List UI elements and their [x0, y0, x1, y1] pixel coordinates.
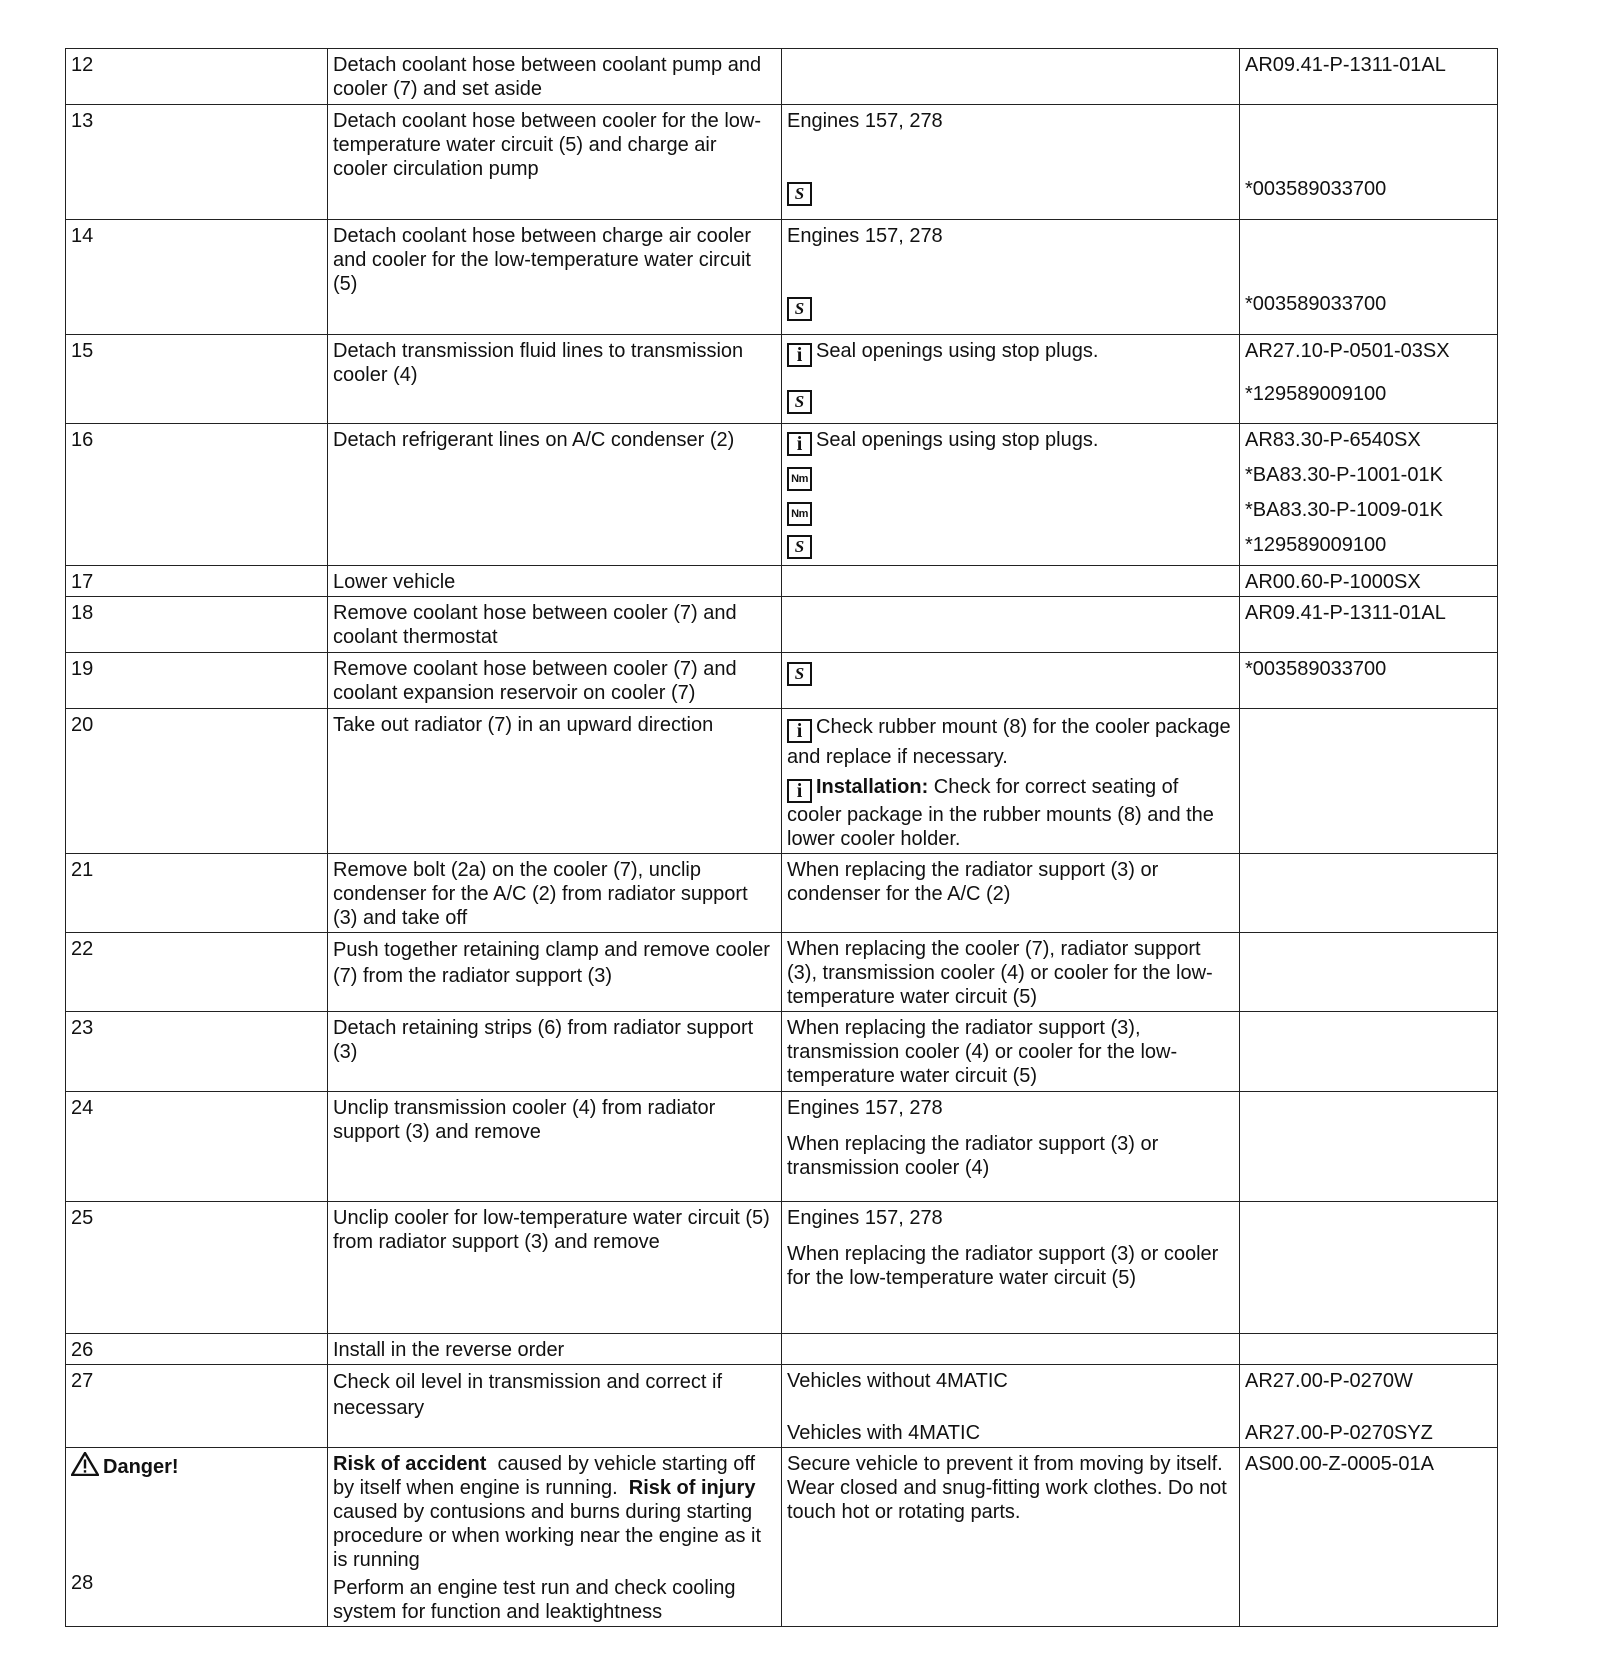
secure-vehicle-note: Secure vehicle to prevent it from moving by itself. — [787, 1453, 1223, 1475]
variant-note: Vehicles with 4MATIC — [787, 1422, 981, 1444]
step-number: 23 — [66, 1012, 328, 1092]
special-tool-icon: S — [787, 297, 812, 321]
table-row — [66, 597, 1498, 653]
step-action: Lower vehicle — [328, 566, 782, 597]
step-notes — [782, 105, 1240, 220]
step-action: Remove bolt (2a) on the cooler (7), unclip condenser for the A/C (2) from radiator support (3) and take off — [328, 854, 782, 933]
reference-link[interactable]: AR27.00-P-0270SYZ — [1245, 1422, 1433, 1444]
step-reference — [1240, 1202, 1498, 1334]
step-number: 22 — [66, 933, 328, 1012]
step-number: 17 — [66, 566, 328, 597]
step-number — [66, 1448, 328, 1627]
step-reference — [1240, 1092, 1498, 1202]
table-row — [66, 1092, 1498, 1202]
table-row — [66, 653, 1498, 709]
table-row — [66, 854, 1498, 933]
step-notes — [782, 653, 1240, 709]
danger-text: Risk of accident caused by vehicle starting off by itself when engine is running. Risk of injury caused by contusions and burns during starting procedure or when working near the engine as it is running — [333, 1453, 762, 1571]
step-number: 16 — [66, 424, 328, 566]
step-notes — [782, 1448, 1240, 1627]
tool-number[interactable]: *003589033700 — [1245, 293, 1387, 315]
table-row — [66, 1202, 1498, 1334]
step-reference — [1240, 854, 1498, 933]
step-reference[interactable]: AR09.41-P-1311-01AL — [1240, 49, 1498, 105]
step-number: 25 — [66, 1202, 328, 1334]
test-run-action: Perform an engine test run and check cooling system for function and leaktightness — [333, 1577, 736, 1623]
step-reference[interactable]: AS00.00-Z-0005-01A — [1240, 1448, 1498, 1627]
engine-note: Engines 157, 278 — [787, 225, 943, 247]
step-notes — [782, 424, 1240, 566]
step-action: Detach coolant hose between cooler for the low-temperature water circuit (5) and charge air cooler circulation pump — [328, 105, 782, 220]
step-number: 24 — [66, 1092, 328, 1202]
step-reference — [1240, 1334, 1498, 1365]
step-number: 21 — [66, 854, 328, 933]
step-notes — [782, 597, 1240, 653]
step-reference — [1240, 933, 1498, 1012]
step-notes — [782, 220, 1240, 335]
torque-icon: Nm — [787, 502, 812, 526]
special-tool-icon: S — [787, 390, 812, 414]
info-icon: i — [787, 779, 812, 803]
step-reference — [1240, 335, 1498, 424]
info-icon: i — [787, 432, 812, 456]
step-number: 14 — [66, 220, 328, 335]
step-reference[interactable]: *003589033700 — [1240, 653, 1498, 709]
step-number: 15 — [66, 335, 328, 424]
step-number: 19 — [66, 653, 328, 709]
step-action: Unclip cooler for low-temperature water circuit (5) from radiator support (3) and remove — [328, 1202, 782, 1334]
step-reference — [1240, 709, 1498, 854]
torque-icon: Nm — [787, 467, 812, 491]
step-action: Detach retaining strips (6) from radiator support (3) — [328, 1012, 782, 1092]
tool-number[interactable]: *129589009100 — [1245, 534, 1387, 556]
special-tool-icon: S — [787, 662, 812, 686]
step-notes — [782, 1092, 1240, 1202]
step-reference — [1240, 1012, 1498, 1092]
replacement-note: When replacing the radiator support (3) or transmission cooler (4) — [787, 1133, 1159, 1179]
info-note: Seal openings using stop plugs. — [816, 340, 1099, 362]
step-number: 20 — [66, 709, 328, 854]
step-reference — [1240, 105, 1498, 220]
step-reference — [1240, 220, 1498, 335]
table-row — [66, 1365, 1498, 1448]
table-row — [66, 566, 1498, 597]
special-tool-icon: S — [787, 535, 812, 559]
table-row — [66, 709, 1498, 854]
step-notes — [782, 709, 1240, 854]
step-notes — [782, 49, 1240, 105]
step-number: 12 — [66, 49, 328, 105]
step-action: Detach coolant hose between coolant pump and cooler (7) and set aside — [328, 49, 782, 105]
step-number: 26 — [66, 1334, 328, 1365]
reference-link[interactable]: AR27.10-P-0501-03SX — [1245, 340, 1450, 362]
table-row — [66, 49, 1498, 105]
info-note: Seal openings using stop plugs. — [816, 429, 1099, 451]
info-note: Check rubber mount (8) for the cooler package and replace if necessary. — [787, 716, 1231, 768]
step-number: 18 — [66, 597, 328, 653]
danger-label: Danger! — [71, 1452, 322, 1483]
engine-note: Engines 157, 278 — [787, 1097, 943, 1119]
table-row — [66, 933, 1498, 1012]
step-reference[interactable]: AR00.60-P-1000SX — [1240, 566, 1498, 597]
step-action: Remove coolant hose between cooler (7) and coolant thermostat — [328, 597, 782, 653]
step-notes: When replacing the radiator support (3) or condenser for the A/C (2) — [782, 854, 1240, 933]
tool-number[interactable]: *129589009100 — [1245, 383, 1387, 405]
step-action: Remove coolant hose between cooler (7) and coolant expansion reservoir on cooler (7) — [328, 653, 782, 709]
engine-note: Engines 157, 278 — [787, 110, 943, 132]
variant-note: Vehicles without 4MATIC — [787, 1370, 1008, 1392]
special-tool-icon: S — [787, 182, 812, 206]
reference-link[interactable]: AR27.00-P-0270W — [1245, 1370, 1413, 1392]
step-notes — [782, 566, 1240, 597]
tool-number[interactable]: *003589033700 — [1245, 178, 1387, 200]
procedure-table — [65, 48, 1498, 1627]
step-notes — [782, 1365, 1240, 1448]
step-action: Push together retaining clamp and remove cooler (7) from the radiator support (3) — [328, 933, 782, 1012]
step-action: Take out radiator (7) in an upward direction — [328, 709, 782, 854]
step-reference[interactable]: AR09.41-P-1311-01AL — [1240, 597, 1498, 653]
step-action: Detach coolant hose between charge air cooler and cooler for the low-temperature water circuit (5) — [328, 220, 782, 335]
table-row — [66, 424, 1498, 566]
engine-note: Engines 157, 278 — [787, 1207, 943, 1229]
step-action: Detach transmission fluid lines to transmission cooler (4) — [328, 335, 782, 424]
step-notes — [782, 1202, 1240, 1334]
step-number: 13 — [66, 105, 328, 220]
step-reference — [1240, 1365, 1498, 1448]
step-action: Detach refrigerant lines on A/C condenser (2) — [328, 424, 782, 566]
info-icon: i — [787, 719, 812, 743]
installation-label: Installation: — [816, 776, 929, 798]
table-row — [66, 105, 1498, 220]
info-icon: i — [787, 343, 812, 367]
torque-reference[interactable]: *BA83.30-P-1009-01K — [1245, 499, 1443, 521]
step-notes: When replacing the radiator support (3), transmission cooler (4) or cooler for the low-temperature water circuit (5) — [782, 1012, 1240, 1092]
step-notes — [782, 335, 1240, 424]
step-action — [328, 1448, 782, 1627]
step-notes — [782, 1334, 1240, 1365]
warning-icon — [71, 1452, 99, 1483]
torque-reference[interactable]: *BA83.30-P-1001-01K — [1245, 464, 1443, 486]
step-action: Install in the reverse order — [328, 1334, 782, 1365]
step-action: Unclip transmission cooler (4) from radiator support (3) and remove — [328, 1092, 782, 1202]
replacement-note: When replacing the radiator support (3) or cooler for the low-temperature water circuit (5) — [787, 1243, 1219, 1289]
table-row — [66, 335, 1498, 424]
table-row — [66, 1012, 1498, 1092]
step-number: 27 — [66, 1365, 328, 1448]
table-row — [66, 1448, 1498, 1627]
clothing-note: Wear closed and snug-fitting work clothes. Do not touch hot or rotating parts. — [787, 1477, 1227, 1523]
step-reference — [1240, 424, 1498, 566]
installation-note: Check for correct seating of cooler package in the rubber mounts (8) and the lower cooler holder. — [787, 776, 1214, 850]
step-notes: When replacing the cooler (7), radiator support (3), transmission cooler (4) or cooler for the low-temperature water circuit (5) — [782, 933, 1240, 1012]
reference-link[interactable]: AR83.30-P-6540SX — [1245, 429, 1421, 451]
table-row — [66, 1334, 1498, 1365]
table-row — [66, 220, 1498, 335]
step-number: 28 — [71, 1572, 94, 1594]
step-action: Check oil level in transmission and correct if necessary — [328, 1365, 782, 1448]
